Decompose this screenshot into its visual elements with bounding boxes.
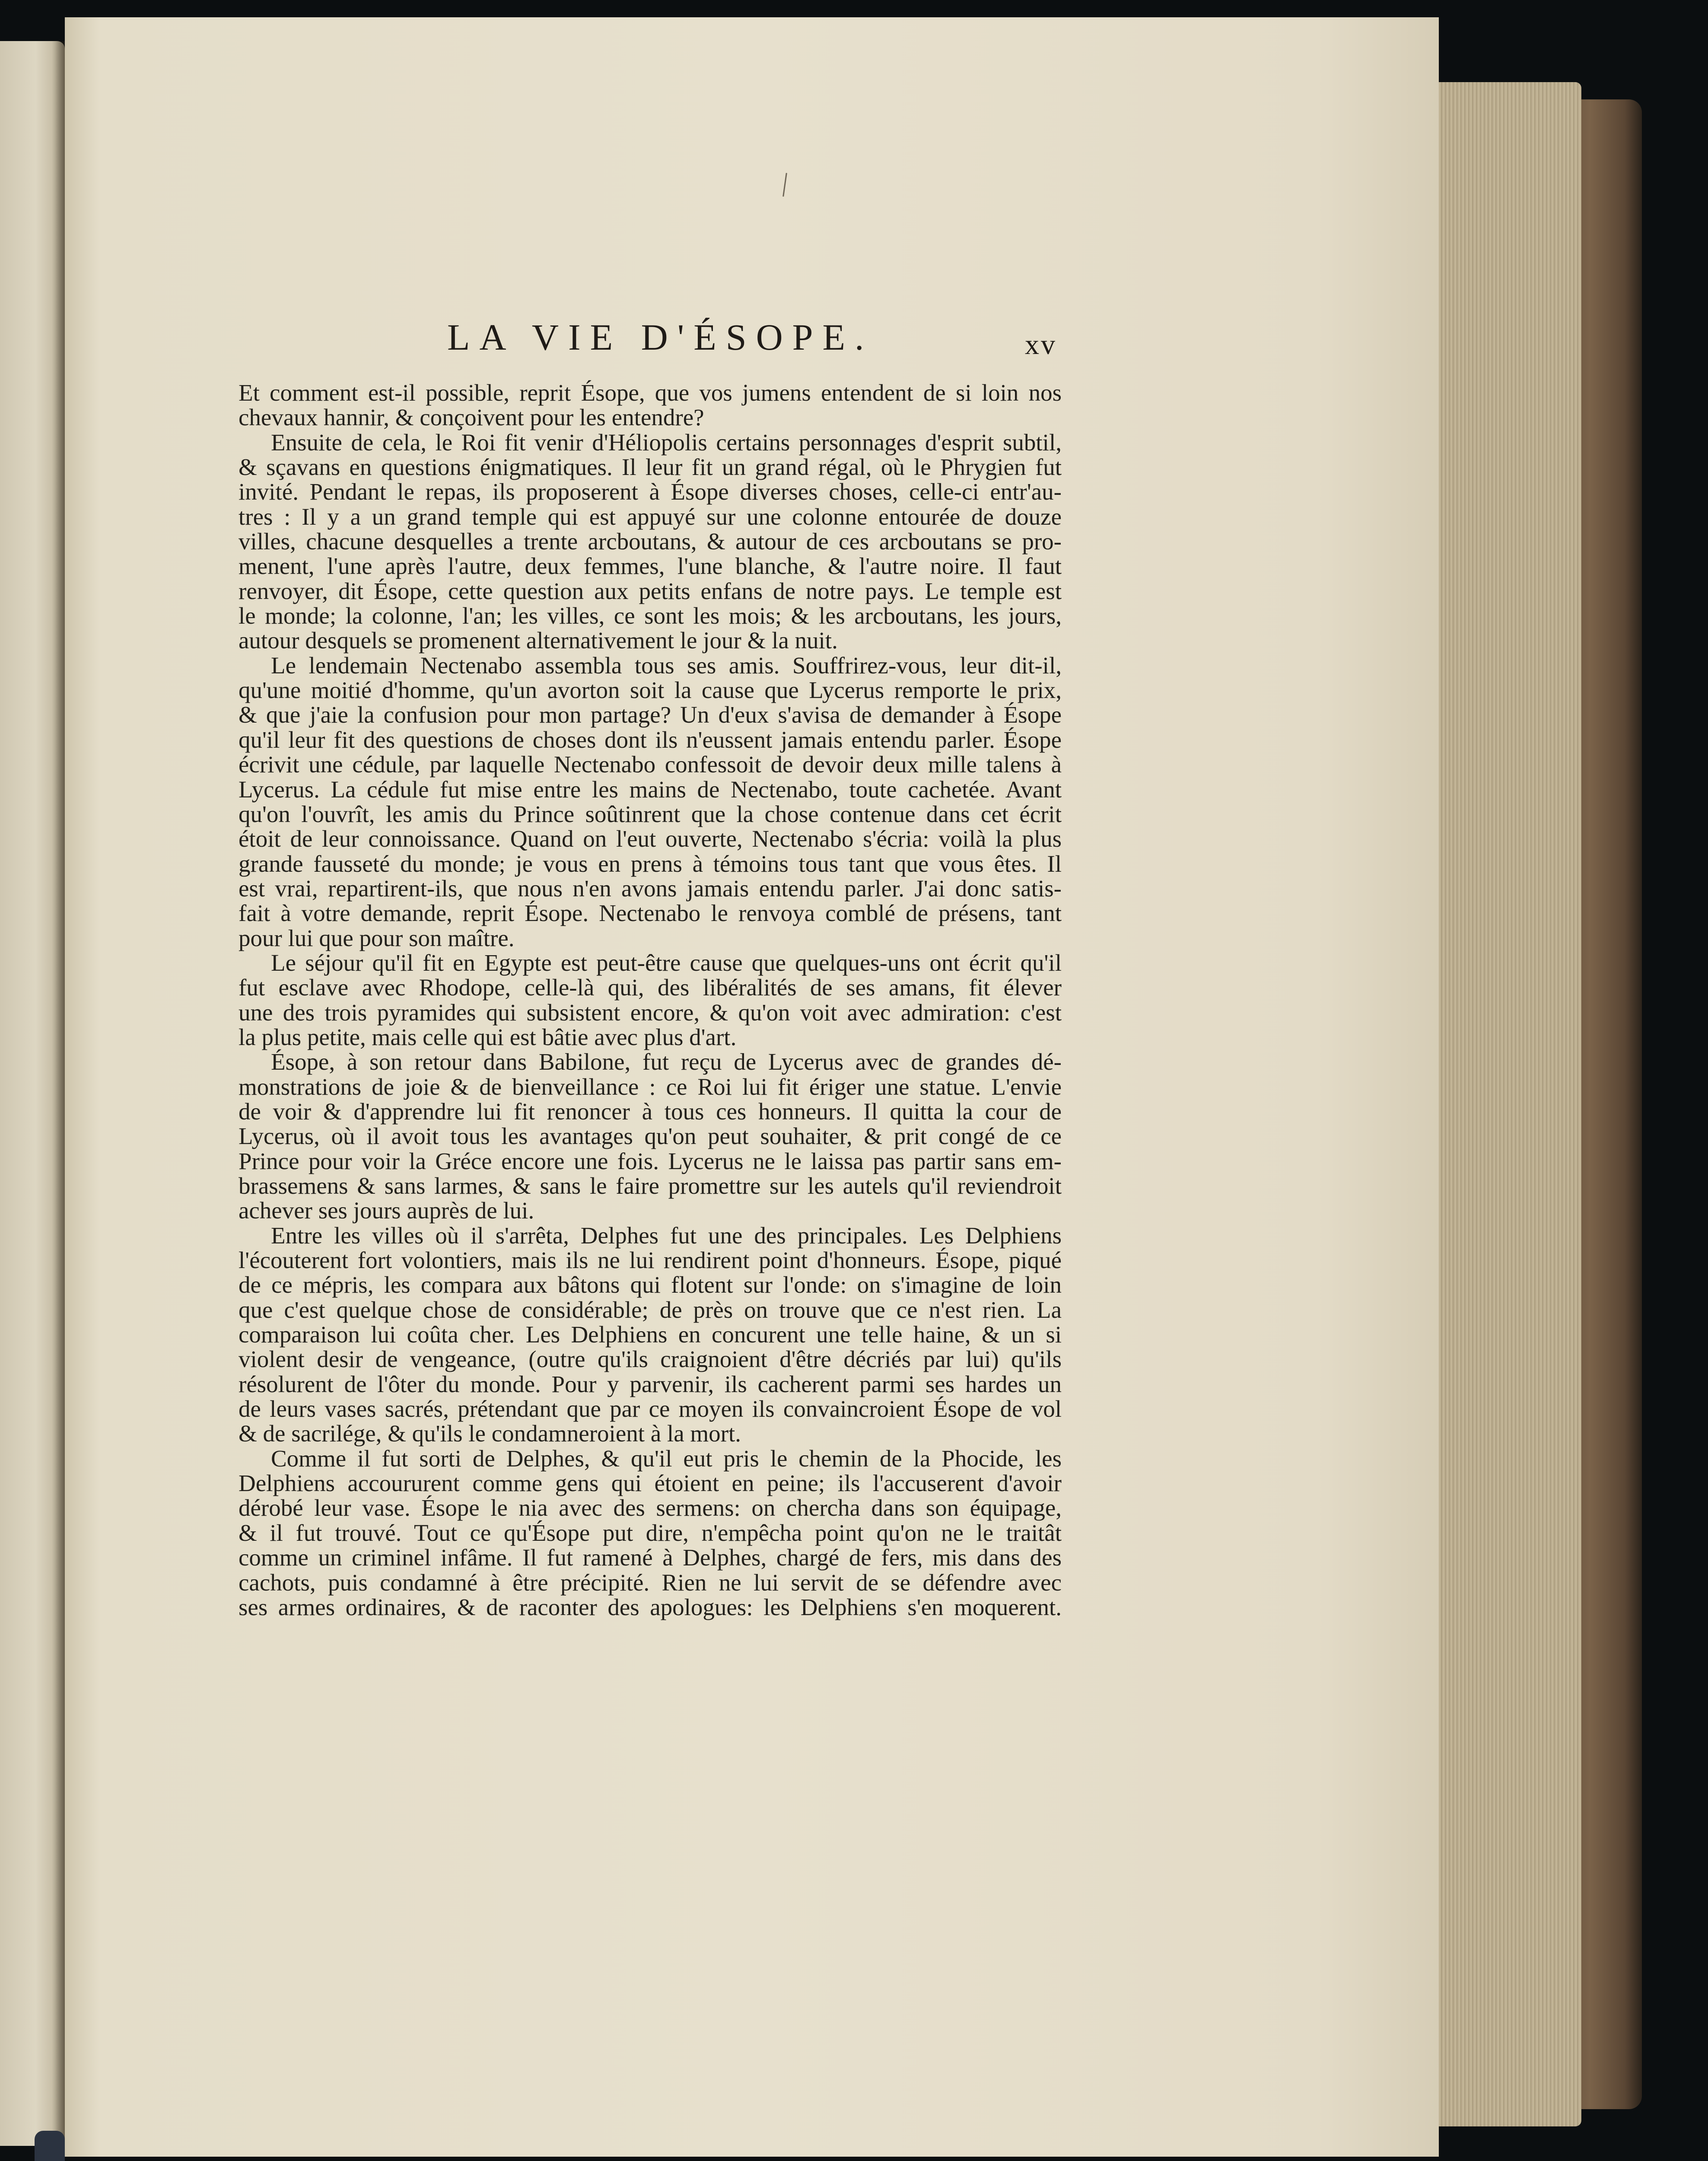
text-line: brassemens & sans larmes, & sans le faire promettre sur les autels qu'il reviendroit <box>239 1173 1062 1199</box>
text-line: cachots, puis condamné à être précipité. Rien ne lui servit de se défendre avec <box>239 1569 1062 1596</box>
text-line: invité. Pendant le repas, ils proposerent à Ésope diverses choses, celle-ci entr'au- <box>239 478 1062 505</box>
text-line: qu'il leur fit des questions de choses dont ils n'eussent jamais entendu parler. Ésope <box>239 726 1062 753</box>
text-line: & sçavans en questions énigmatiques. Il leur fit un grand régal, où le Phrygien fut <box>239 454 1062 481</box>
text-line: violent desir de vengeance, (outre qu'ils craignoient d'être décriés par lui) qu'ils <box>239 1346 1062 1373</box>
text-line: tres : Il y a un grand temple qui est appuyé sur une colonne entourée de douze <box>239 503 1062 530</box>
text-line: l'écouterent fort volontiers, mais ils ne lui rendirent point d'honneurs. Ésope, piqué <box>239 1247 1062 1274</box>
text-line: & que j'aie la confusion pour mon partage? Un d'eux s'avisa de demander à Ésope <box>239 701 1062 728</box>
text-line: la plus petite, mais celle qui est bâtie avec plus d'art. <box>239 1023 737 1050</box>
text-line: dérobé leur vase. Ésope le nia avec des sermens: on chercha dans son équipage, <box>239 1495 1062 1521</box>
text-line: que c'est quelque chose de considérable; de près on trouve que ce n'est rien. La <box>239 1296 1062 1323</box>
text-line: Lycerus, où il avoit tous les avantages qu'on peut souhaiter, & prit congé de ce <box>239 1123 1062 1150</box>
text-line: achever ses jours auprès de lui. <box>239 1197 534 1224</box>
text-line: de ce mépris, les compara aux bâtons qui flotent sur l'onde: on s'imagine de loin <box>239 1272 1062 1298</box>
text-line: écrivit une cédule, par laquelle Nectenabo confessoit de devoir deux mille talens à <box>239 751 1062 778</box>
text-line: fait à votre demande, reprit Ésope. Nectenabo le renvoya comblé de présens, tant <box>239 900 1062 927</box>
text-line: autour desquels se promenent alternativement le jour & la nuit. <box>239 627 838 654</box>
text-line: & il fut trouvé. Tout ce qu'Ésope put dire, n'empêcha point qu'on ne le traitât <box>239 1519 1062 1546</box>
text-line: le monde; la colonne, l'an; les villes, ce sont les mois; & les arcboutans, les jours, <box>239 602 1062 629</box>
text-line: étoit de leur connoissance. Quand on l'eut ouverte, Nectenabo s'écria: voilà la plus <box>239 826 1062 852</box>
bookmark-ribbon <box>35 2131 65 2161</box>
page-fore-edge <box>1439 82 1581 2126</box>
text-line: ses armes ordinaires, & de raconter des apologues: les Delphiens s'en moquerent. <box>239 1594 1062 1620</box>
text-line: Ensuite de cela, le Roi fit venir d'Héliopolis certains personnages d'esprit subtil, <box>271 429 1062 456</box>
running-title: LA VIE D'ÉSOPE. <box>447 316 874 358</box>
text-line: monstrations de joie & de bienveillance : ce Roi lui fit ériger une statue. L'envie <box>239 1073 1062 1100</box>
text-line: de voir & d'apprendre lui fit renoncer à tous ces honneurs. Il quitta la cour de <box>239 1098 1062 1125</box>
text-line: comme un criminel infâme. Il fut ramené à Delphes, chargé de fers, mis dans des <box>239 1544 1062 1571</box>
body-text <box>239 380 1062 1619</box>
page-number: xv <box>1025 329 1057 360</box>
text-line: pour lui que pour son maître. <box>239 924 515 951</box>
text-line: est vrai, repartirent-ils, que nous n'en avons jamais entendu parler. J'ai donc satis- <box>239 875 1062 902</box>
text-line: chevaux hannir, & conçoivent pour les entendre? <box>239 404 704 431</box>
text-line: de leurs vases sacrés, prétendant que par ce moyen ils convaincroient Ésope de vol <box>239 1396 1062 1422</box>
text-line: qu'on l'ouvrît, les amis du Prince soûtinrent que la chose contenue dans cet écrit <box>239 800 1062 827</box>
text-line: une des trois pyramides qui subsistent encore, & qu'on voit avec admiration: c'est <box>239 999 1062 1026</box>
text-line: Le lendemain Nectenabo assembla tous ses amis. Souffrirez-vous, leur dit-il, <box>271 652 1062 679</box>
text-line: menent, l'une après l'autre, deux femmes, l'une blanche, & l'autre noire. Il faut <box>239 553 1062 580</box>
text-line: comparaison lui coûta cher. Les Delphiens en concurent une telle haine, & un si <box>239 1321 1062 1348</box>
text-line: résolurent de l'ôter du monde. Pour y parvenir, ils cacherent parmi ses hardes un <box>239 1371 1062 1397</box>
text-line: & de sacrilége, & qu'ils le condamneroient à la mort. <box>239 1420 741 1447</box>
text-line: Entre les villes où il s'arrêta, Delphes fut une des principales. Les Delphiens <box>271 1222 1062 1249</box>
text-line: renvoyer, dit Ésope, cette question aux petits enfans de notre pays. Le temple est <box>239 577 1062 604</box>
text-line: fut esclave avec Rhodope, celle-là qui, des libéralités de ses amans, fit élever <box>239 974 1062 1001</box>
text-line: grande fausseté du monde; je vous en prens à témoins tous tant que vous êtes. Il <box>239 850 1062 877</box>
text-line: Le séjour qu'il fit en Egypte est peut-être cause que quelques-uns ont écrit qu'il <box>271 949 1062 976</box>
text-line: Et comment est-il possible, reprit Ésope, que vos jumens entendent de si loin nos <box>239 379 1062 406</box>
text-line: villes, chacune desquelles a trente arcboutans, & autour de ces arcboutans se pro- <box>239 528 1062 555</box>
text-line: Ésope, à son retour dans Babilone, fut reçu de Lycerus avec de grandes dé- <box>271 1049 1062 1075</box>
text-line: Lycerus. La cédule fut mise entre les mains de Nectenabo, toute cachetée. Avant <box>239 776 1062 803</box>
text-line: Prince pour voir la Gréce encore une fois. Lycerus ne le laissa pas partir sans em- <box>239 1147 1062 1174</box>
text-line: qu'une moitié d'homme, qu'un avorton soit la cause que Lycerus remporte le prix, <box>239 677 1062 704</box>
text-line: Delphiens accoururent comme gens qui étoient en peine; ils l'accuserent d'avoir <box>239 1470 1062 1497</box>
text-line: Comme il fut sorti de Delphes, & qu'il eut pris le chemin de la Phocide, les <box>271 1445 1062 1472</box>
